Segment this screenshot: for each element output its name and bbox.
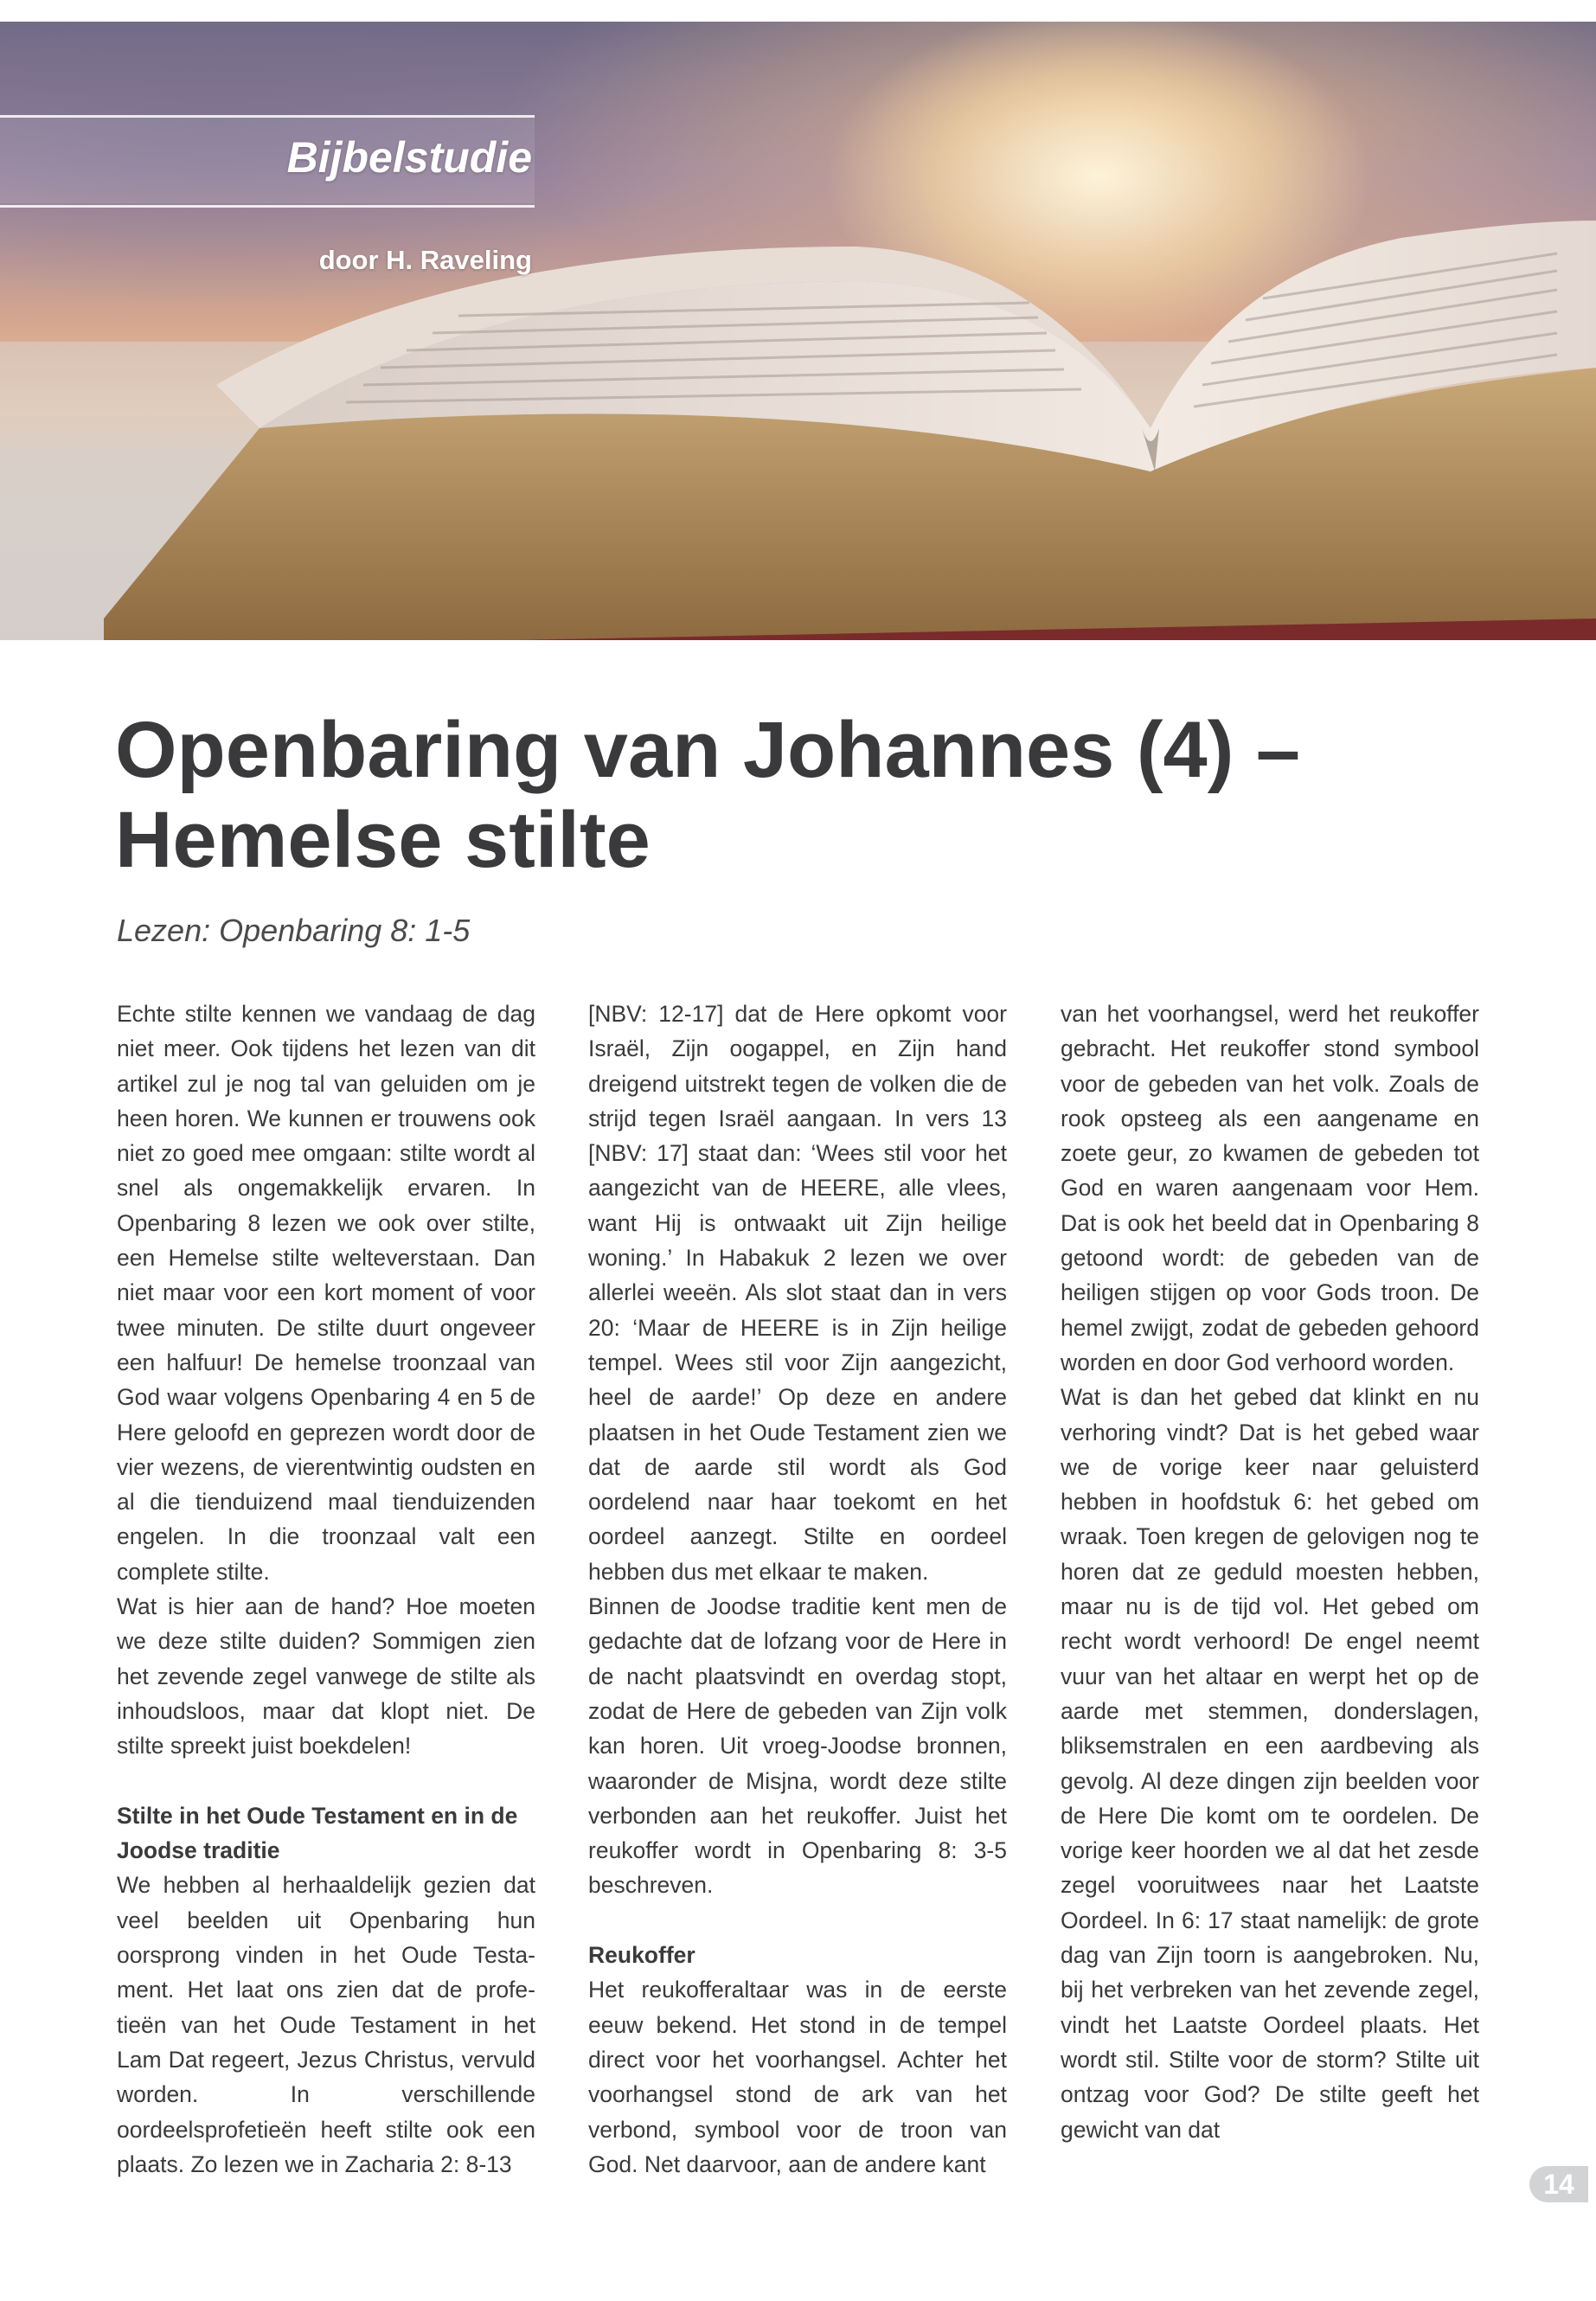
section-label: Bijbelstudie	[286, 133, 532, 182]
header-rule-bottom	[0, 205, 535, 208]
reading-label: Lezen:	[117, 913, 211, 948]
text-column-2	[588, 997, 1007, 2182]
article-title-line-2: Hemelse stilte	[115, 796, 651, 884]
text-column-3	[1061, 997, 1479, 2147]
paragraph: We hebben al herhaaldelijk gezien dat veel beelden uit Openbaring hun oorsprong vinden in het Oude Testa-ment. Het laat ons zien dat de profe-tieën van het Oude Testament in het Lam Dat regeert, Jezus Christus, vervuld worden. In verschillende oordeelsprofetieën heeft stilte ook een plaats. Zo lezen we in Zacharia 2: 8-13	[117, 1872, 535, 2177]
author-byline: door H. Raveling	[318, 245, 532, 275]
article-title	[115, 705, 1499, 885]
paragraph: Wat is hier aan de hand? Hoe moeten we deze stilte duiden? Sommigen zien het zevende zegel vanwege de stilte als inhoudsloos, maar dat klopt niet. De stilte spreekt juist boekdelen!	[117, 1593, 535, 1759]
subheading: Stilte in het Oude Testament en in de Joodse traditie	[117, 1802, 518, 1864]
paragraph: Echte stilte kennen we vandaag de dag niet meer. Ook tijdens het lezen van dit artikel zul je nog tal van geluiden om je heen horen. We kunnen er trouwens ook niet zo goed mee omgaan: stilte wordt al snel als ongemakkelijk ervaren. In Openbaring 8 lezen we ook over stilte, een Hemelse stilte welteverstaan. Dan niet maar voor een kort moment of voor twee minuten. De stilte duurt ongeveer een halfuur! De hemelse troonzaal van God waar volgens Openbaring 4 en 5 de Here geloofd en geprezen wordt door de vier wezens, de vierentwintig oudsten en al die tienduizend maal tienduizenden engelen. In die troonzaal valt een complete stilte.	[117, 1001, 535, 1585]
header-rule-top	[0, 115, 535, 118]
paragraph: Het reukofferaltaar was in de eerste eeuw bekend. Het stond in de tempel direct voor het voorhangsel. Achter het voorhangsel stond de ark van het verbond, symbool voor de troon van God. Net daarvoor, aan de andere kant	[588, 1977, 1007, 2177]
paragraph: Binnen de Joodse traditie kent men de gedachte dat de lofzang voor de Here in de nacht plaatsvindt en overdag stopt, zodat de Here de gebeden van Zijn volk kan horen. Uit vroeg-Joodse bronnen, waaronder de Misjna, wordt deze stilte verbonden aan het reukoffer. Juist het reukoffer wordt in Openbaring 8: 3-5 beschreven.	[588, 1593, 1007, 1899]
paragraph: Wat is dan het gebed dat klinkt en nu verhoring vindt? Dat is het gebed waar we de vorige keer naar geluisterd hebben in hoofdstuk 6: het gebed om wraak. Toen kregen de gelovigen nog te horen dat ze geduld moesten hebben, maar nu is de tijd vol. Het gebed om recht wordt verhoord! De engel neemt vuur van het altaar en werpt het op de aarde met stemmen, donderslagen, bliksemstralen en een aardbeving als gevolg. Al deze dingen zijn beelden voor de Here Die komt om te oordelen. De vorige keer hoorden we al dat het zesde zegel vooruitwees naar het Laatste Oordeel. In 6: 17 staat namelijk: de grote dag van Zijn toorn is aangebroken. Nu, bij het verbreken van het zevende zegel, vindt het Laatste Oordeel plaats. Het wordt stil. Stilte voor de storm? Stilte uit ontzag voor God? De stilte geeft het gewicht van dat	[1061, 1384, 1479, 2143]
reading-reference	[117, 913, 470, 949]
subheading: Reukoffer	[588, 1942, 695, 1969]
text-column-1	[117, 997, 535, 2182]
paragraph: van het voorhangsel, werd het reukoffer gebracht. Het reukoffer stond symbool voor de gebeden van het volk. Zoals de rook opsteeg als een aangename en zoete geur, zo kwamen de gebeden tot God en waren aangenaam voor Hem. Dat is ook het beeld dat in Openbaring 8 getoond wordt: de gebeden van de heiligen stijgen op voor Gods troon. De hemel zwijgt, zodat de gebeden gehoord worden en door God verhoord worden.	[1061, 1001, 1479, 1375]
header-photo-open-bible	[0, 22, 1596, 640]
article-title-line-1: Openbaring van Johannes (4) –	[115, 706, 1301, 794]
paragraph: [NBV: 12-17] dat de Here opkomt voor Israël, Zijn oogappel, en Zijn hand dreigend uitstrekt tegen de volken die de strijd tegen Israël aangaan. In vers 13 [NBV: 17] staat dan: ‘Wees stil voor het aangezicht van de HEERE, alle vlees, want Hij is ontwaakt uit Zijn heilige woning.’ In Habakuk 2 lezen we over allerlei weeën. Als slot staat dan in vers 20: ‘Maar de HEERE is in Zijn heilige tempel. Wees stil voor Zijn aangezicht, heel de aarde!’ Op deze en andere plaatsen in het Oude Testament zien we dat de aarde stil wordt als God oordelend naar haar toekomt en het oordeel aanzegt. Stilte en oordeel hebben dus met elkaar te maken.	[588, 1001, 1007, 1585]
reading-passage: Openbaring 8: 1-5	[210, 913, 471, 948]
page-number-tab: 14	[1529, 2166, 1588, 2202]
